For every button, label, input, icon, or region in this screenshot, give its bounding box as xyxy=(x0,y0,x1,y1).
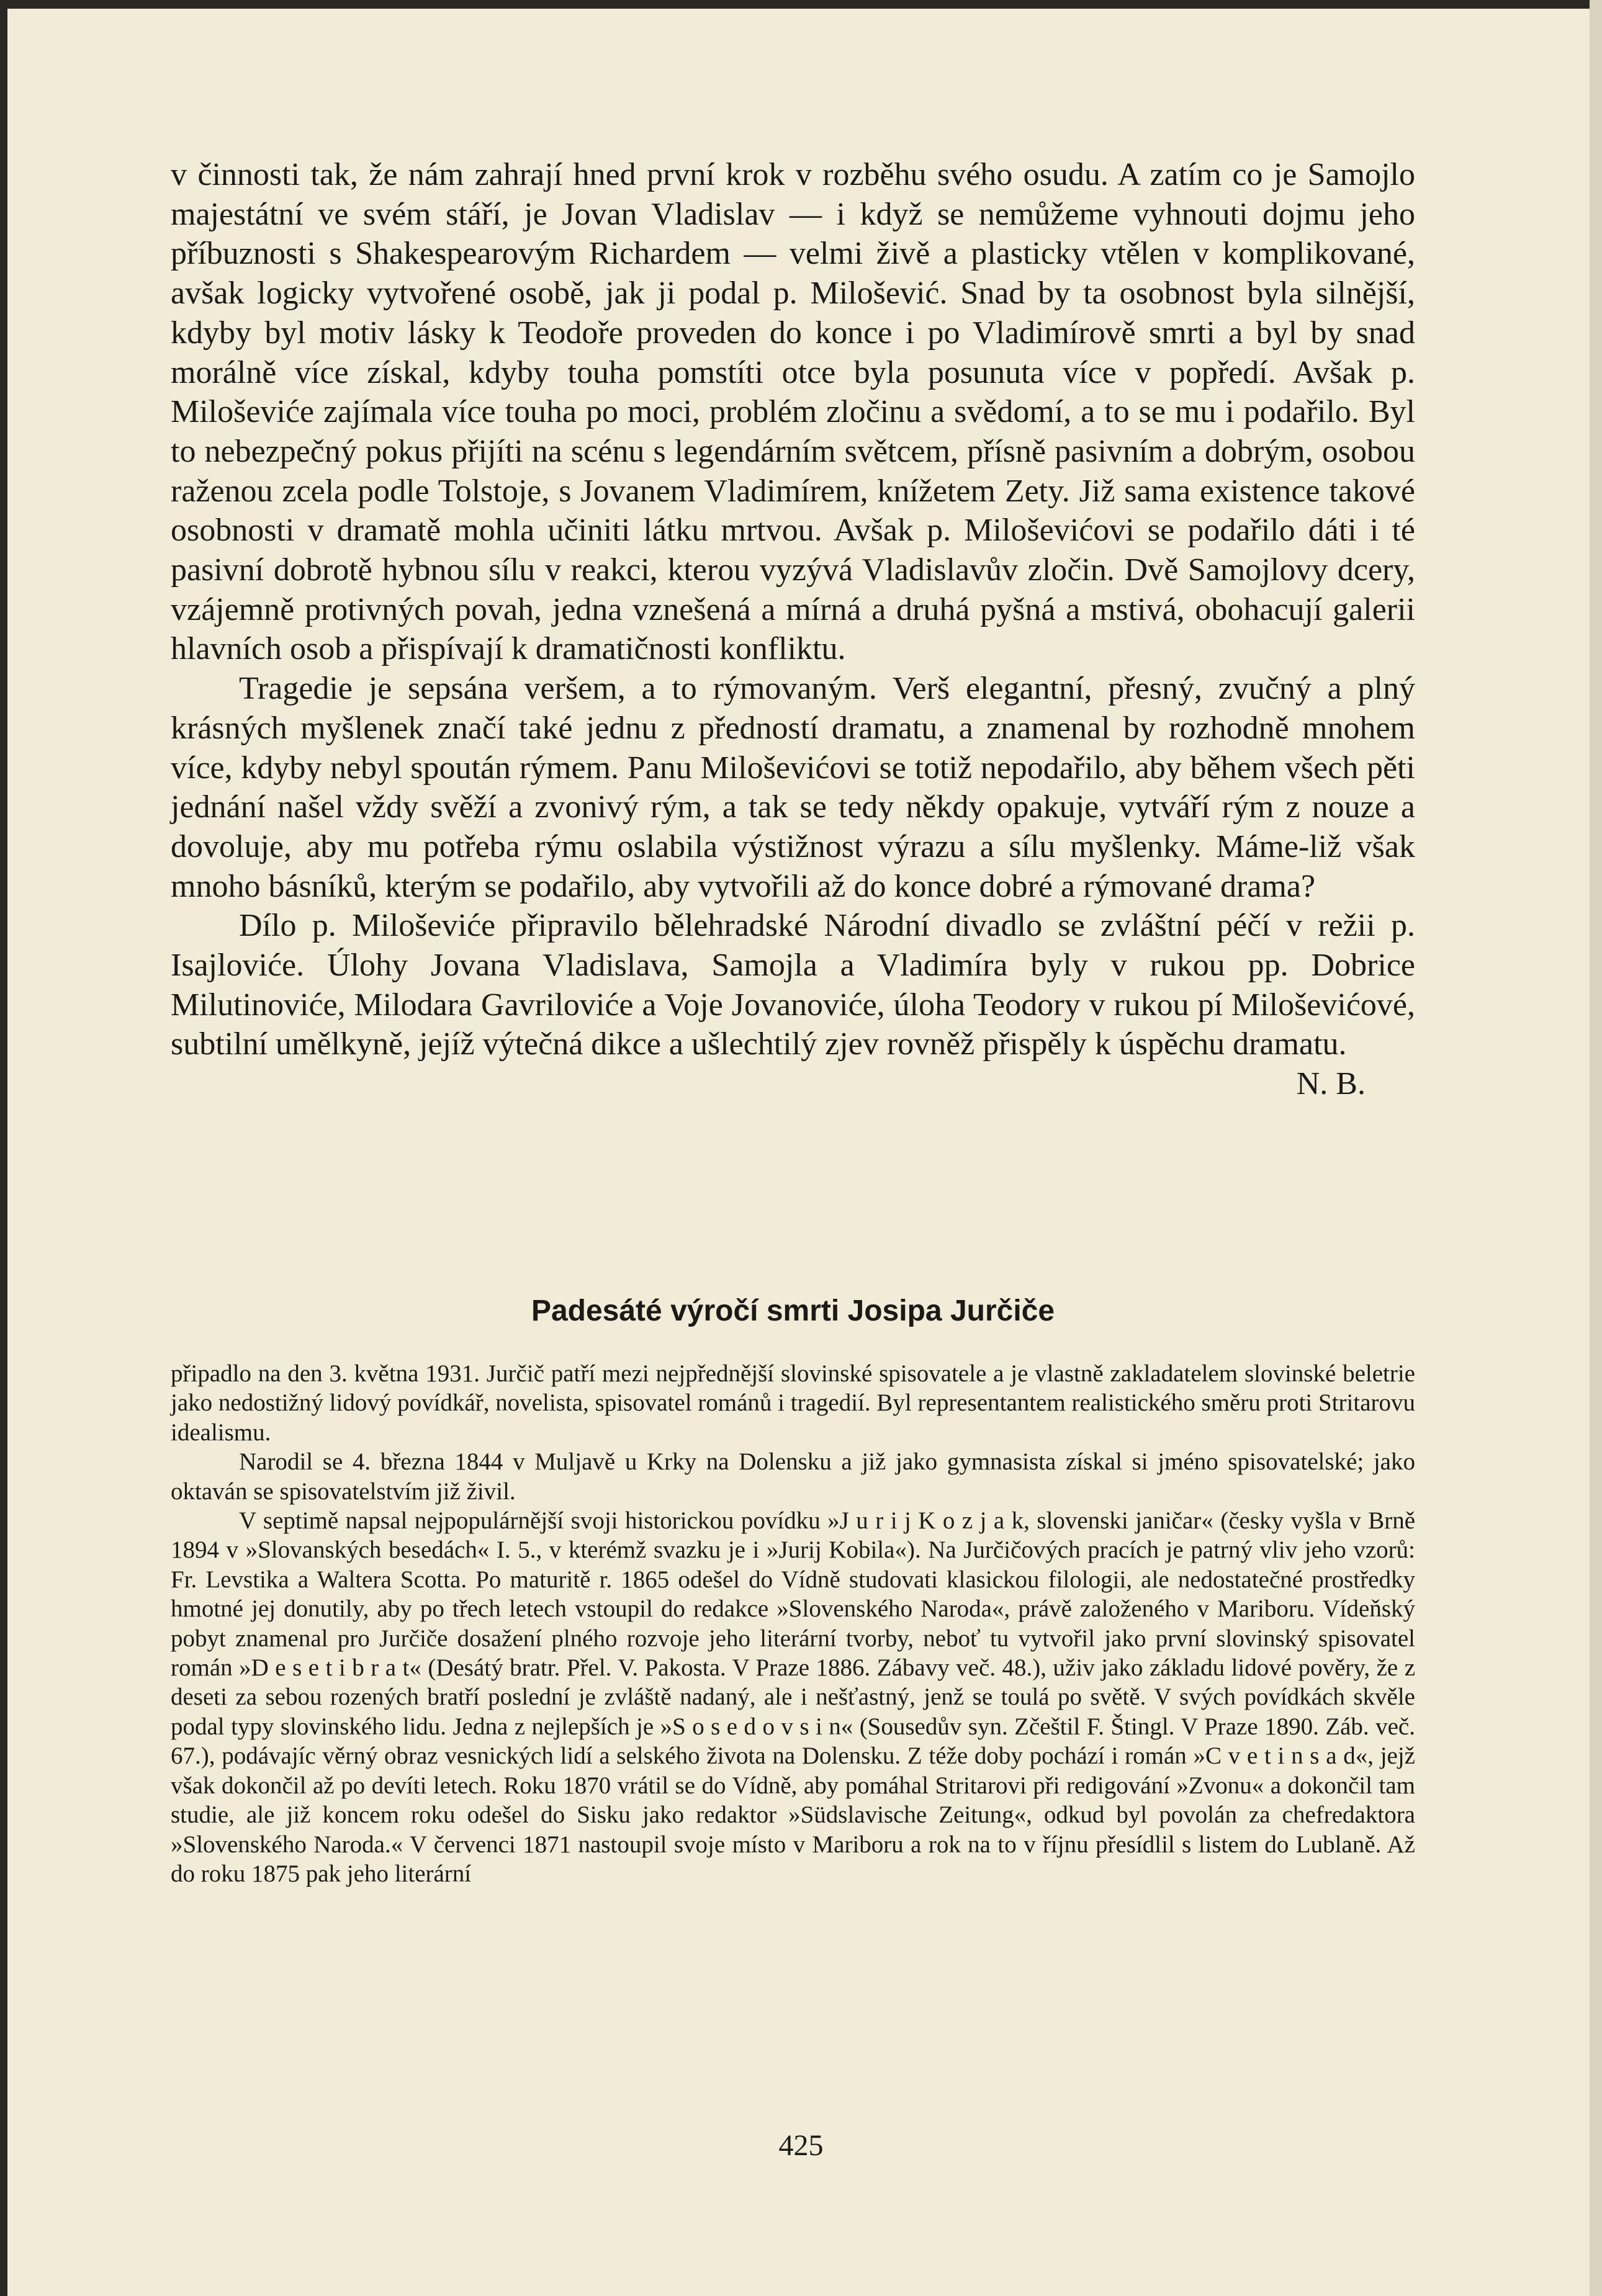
scan-edge-right xyxy=(1590,0,1602,2296)
review-paragraph-2: Tragedie je sepsána veršem, a to rýmovaným. Verš elegantní, přesný, zvučný a plný krásných myšlenek značí také jednu z předností dramatu, a znamenal by rozhodně mnohem více, kdyby nebyl spoután rýmem. Panu Miloševićovi se totiž nepodařilo, aby během všech pěti jednání našel vždy svěží a zvonivý rým, a tak se tedy někdy opakuje, vytváří rým z nouze a dovoluje, aby mu potřeba rýmu oslabila výstižnost výrazu a sílu myšlenky. Máme-liž však mnoho básníků, kterým se podařilo, aby vytvořili až do konce dobré a rýmované drama? xyxy=(171,671,1415,904)
scan-edge-left xyxy=(0,0,7,2296)
review-paragraph-3: Dílo p. Miloševiće připravilo bělehradské Národní divadlo se zvláštní péčí v režii p. Isajloviće. Úlohy Jovana Vladislava, Samojla a Vladimíra byly v rukou pp. Dobrice Milutinoviće, Milodara Gavriloviće a Voje Jovanoviće, úloha Teodory v rukou pí Miloševićové, subtilní umělkyně, jejíž výtečná dikce a ušlechtilý zjev rovněž přispěly k úspěchu dramatu. xyxy=(171,908,1415,1062)
article-title: Padesáté výročí smrti Josipa Jurčiče xyxy=(531,1294,1055,1327)
article-paragraph-2: Narodil se 4. března 1844 v Muljavě u Krky na Dolensku a již jako gymnasista získal si jméno spisovatelské; jako oktaván se spisovatelstvím již živil. xyxy=(171,1448,1415,1505)
article-paragraph-1: připadlo na den 3. května 1931. Jurčič patří mezi nejpřednější slovinské spisovatele a je vlastně zakladatelem slovinské beletrie jako nedostižný lidový povídkář, novelista, spisovatel románů i tragedií. Byl representantem realistického směru proti Stritarovu idealismu. xyxy=(171,1360,1415,1446)
article-paragraph-3: V septimě napsal nejpopulárnější svoji historickou povídku »J u r i j K o z j a k, slovenski janičar« (česky vyšla v Brně 1894 v »Slovanských besedách« I. 5., v kterémž svazku je i »Jurij Kobila«). Na Jurčičových pracích je patrný vliv jeho vzorů: Fr. Levstika a Waltera Scotta. Po maturitě r. 1865 odešel do Vídně studovati klasickou filologii, ale nedostatečné prostředky hmotné jej donutily, aby po třech letech vstoupil do redakce »Slovenského Naroda«, právě založeného v Mariboru. Vídeňský pobyt znamenal pro Jurčiče dosažení plného rozvoje jeho literární tvorby, neboť tu vytvořil jako první slovinský spisovatel román »D e s e t i b r a t« (Desátý bratr. Přel. V. Pakosta. V Praze 1886. Zábavy več. 48.), uživ jako základu lidové pověry, že z deseti za sebou rozených bratří poslední je zvláště nadaný, ale i nešťastný, jenž se toulá po světě. V svých povídkách skvěle podal typy slovinského lidu. Jedna z nejlepších je »S o s e d o v s i n« (Sousedův syn. Zčeštil F. Štingl. V Praze 1890. Záb. več. 67.), podávajíc věrný obraz vesnických lidí a selského života na Dolensku. Z téže doby pochází i román »C v e t i n s a d«, jejž však dokončil až po devíti letech. Roku 1870 vrátil se do Vídně, aby pomáhal Stritarovi při redigování »Zvonu« a dokončil tam studie, ale již koncem roku odešel do Sisku jako redaktor »Südslavische Zeitung«, odkud byl povolán za chefredaktora »Slovenského Naroda.« V červenci 1871 nastoupil svoje místo v Mariboru a rok na to v říjnu přesídlil s listem do Lublaně. Až do roku 1875 pak jeho literární xyxy=(171,1507,1415,1887)
review-paragraph-1: v činnosti tak, že nám zahrají hned první krok v rozběhu svého osudu. A zatím co je Samojlo majestátní ve svém stáří, je Jovan Vladislav — i když se nemůžeme vyhnouti dojmu jeho příbuznosti s Shakespearovým Richardem — velmi živě a plasticky vtělen v komplikované, avšak logicky vytvořené osobě, jak ji podal p. Milošević. Snad by ta osobnost byla silnější, kdyby byl motiv lásky k Teodoře proveden do konce i po Vladimírově smrti a byl by snad morálně více získal, kdyby touha pomstíti otce byla posunuta více v popředí. Avšak p. Miloševiće zajímala více touha po moci, problém zločinu a svědomí, a to se mu i podařilo. Byl to nebezpečný pokus přijíti na scénu s legendárním světcem, přísně pasivním a dobrým, osobou raženou zcela podle Tolstoje, s Jovanem Vladimírem, knížetem Zety. Již sama existence takové osobnosti v dramatě mohla učiniti látku mrtvou. Avšak p. Miloševićovi se podařilo dáti i té pasivní dobrotě hybnou sílu v reakci, kterou vyzývá Vladislavův zločin. Dvě Samojlovy dcery, vzájemně protivných povah, jedna vznešená a mírná a druhá pyšná a mstivá, obohacují galerii hlavních osob a přispívají k dramatičnosti konfliktu. xyxy=(171,157,1415,667)
scan-edge-top xyxy=(0,0,1602,9)
article-body xyxy=(171,1359,1415,1888)
review-continuation xyxy=(171,155,1415,1104)
page-number: 425 xyxy=(778,2129,824,2162)
author-signature: N. B. xyxy=(1296,1066,1366,1102)
